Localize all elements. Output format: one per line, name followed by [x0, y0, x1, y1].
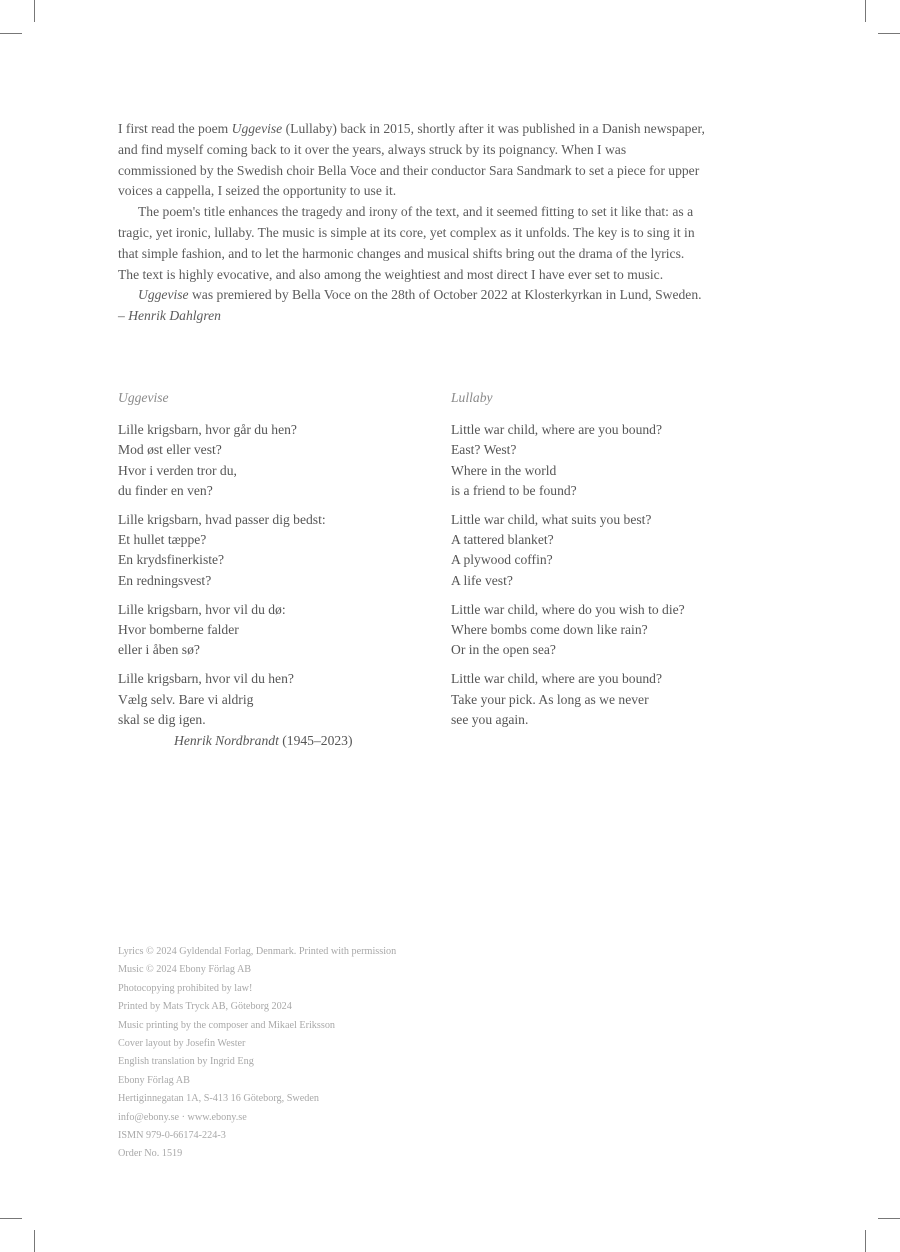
verse-line: Little war child, where do you wish to die? [451, 601, 685, 617]
colophon-line: Order No. 1519 [118, 1148, 183, 1160]
colophon-line: Music printing by the composer and Mikael Eriksson [118, 1019, 336, 1031]
verse-line: Little war child, where are you bound? [451, 671, 663, 687]
poem-english [451, 388, 781, 739]
stanza [451, 510, 781, 591]
colophon-line: Photocopying prohibited by law! [118, 982, 253, 994]
verse-line: En redningsvest? [118, 572, 212, 588]
stanza [451, 420, 781, 501]
verse-line: East? West? [451, 442, 517, 458]
verse-line: eller i åben sø? [118, 642, 200, 658]
verse-line: see you again. [451, 711, 529, 727]
crop-mark [878, 33, 900, 34]
colophon-line: Cover layout by Josefin Wester [118, 1038, 246, 1050]
verse-line: Vælg selv. Bare vi aldrig [118, 691, 254, 707]
verse-line: Et hullet tæppe? [118, 532, 207, 548]
poem-title-reference: Uggevise [231, 121, 283, 136]
poem-author: Henrik Nordbrandt (1945–2023) [174, 733, 353, 749]
poem-title-reference: Uggevise [138, 287, 189, 303]
colophon-line: Ebony Förlag AB [118, 1074, 190, 1086]
preface [118, 119, 708, 327]
verse-line: Lille krigsbarn, hvor vil du hen? [118, 671, 294, 687]
verse-line: skal se dig igen. [118, 711, 206, 727]
colophon-line: ISMN 979-0-66174-224-3 [118, 1130, 226, 1142]
stanza [451, 600, 781, 661]
stanza [118, 420, 418, 501]
colophon-line: Music © 2024 Ebony Förlag AB [118, 964, 252, 976]
verse-line: Little war child, what suits you best? [451, 512, 652, 528]
colophon-line: Lyrics © 2024 Gyldendal Forlag, Denmark. Printed with permission [118, 946, 397, 957]
verse-line: Lille krigsbarn, hvor går du hen? [118, 422, 297, 438]
colophon-line: Hertiginnegatan 1A, S-413 16 Göteborg, Sweden [118, 1093, 319, 1105]
colophon-line: Printed by Mats Tryck AB, Göteborg 2024 [118, 1001, 292, 1013]
verse-line: A plywood coffin? [451, 552, 553, 568]
verse-line: Lille krigsbarn, hvad passer dig bedst: [118, 512, 326, 528]
verse-line: Or in the open sea? [451, 642, 556, 658]
crop-mark [34, 0, 35, 22]
verse-line: Little war child, where are you bound? [451, 422, 663, 438]
stanza [451, 669, 781, 730]
crop-mark [34, 1230, 35, 1252]
verse-line: A life vest? [451, 572, 513, 588]
verse-line: A tattered blanket? [451, 532, 554, 548]
colophon-line: English translation by Ingrid Eng [118, 1056, 254, 1068]
stanza [118, 600, 418, 661]
crop-mark [0, 33, 22, 34]
verse-line: is a friend to be found? [451, 482, 577, 498]
crop-mark [865, 0, 866, 22]
poem-title: Lullaby [451, 390, 493, 405]
verse-line: Where bombs come down like rain? [451, 622, 648, 638]
stanza [118, 510, 418, 591]
preface-paragraph: I first read the poem Uggevise (Lullaby) back in 2015, shortly after it was published in a Danish newspaper, and find myself coming back to it over the years, always struck by its poignancy. When I was commissioned by the Swedish choir Bella Voce and their conductor Sara Sandmark to set a piece for upper voices a cappella, I seized the opportunity to use it. [118, 121, 705, 199]
preface-paragraph: Uggevise was premiered by Bella Voce on the 28th of October 2022 at Klosterkyrkan in Lund, Sweden. – Henrik Dahlgren [118, 287, 702, 324]
colophon [118, 943, 538, 1164]
verse-line: Lille krigsbarn, hvor vil du dø: [118, 601, 286, 617]
stanza [118, 669, 418, 730]
crop-mark [878, 1218, 900, 1219]
verse-line: Where in the world [451, 462, 557, 478]
verse-line: du finder en ven? [118, 482, 213, 498]
verse-line: Take your pick. As long as we never [451, 691, 649, 707]
verse-line: En krydsfinerkiste? [118, 552, 225, 568]
poem-title: Uggevise [118, 390, 169, 405]
poem-danish [118, 388, 418, 751]
preface-paragraph: The poem's title enhances the tragedy and irony of the text, and it seemed fitting to set it like that: as a tragic, yet ironic, lullaby. The music is simple at its core, yet complex as it unfolds. The key is to sing it in that simple fashion, and to let the harmonic changes and musical shifts bring out the drama of the lyrics. The text is highly evocative, and also among the weightiest and most direct I have ever set to music. [118, 204, 695, 282]
crop-mark [865, 1230, 866, 1252]
colophon-line: info@ebony.se · www.ebony.se [118, 1111, 247, 1123]
crop-mark [0, 1218, 22, 1219]
preface-signature: Henrik Dahlgren [128, 308, 221, 324]
verse-line: Hvor bomberne falder [118, 622, 239, 638]
verse-line: Hvor i verden tror du, [118, 462, 237, 478]
verse-line: Mod øst eller vest? [118, 442, 222, 458]
